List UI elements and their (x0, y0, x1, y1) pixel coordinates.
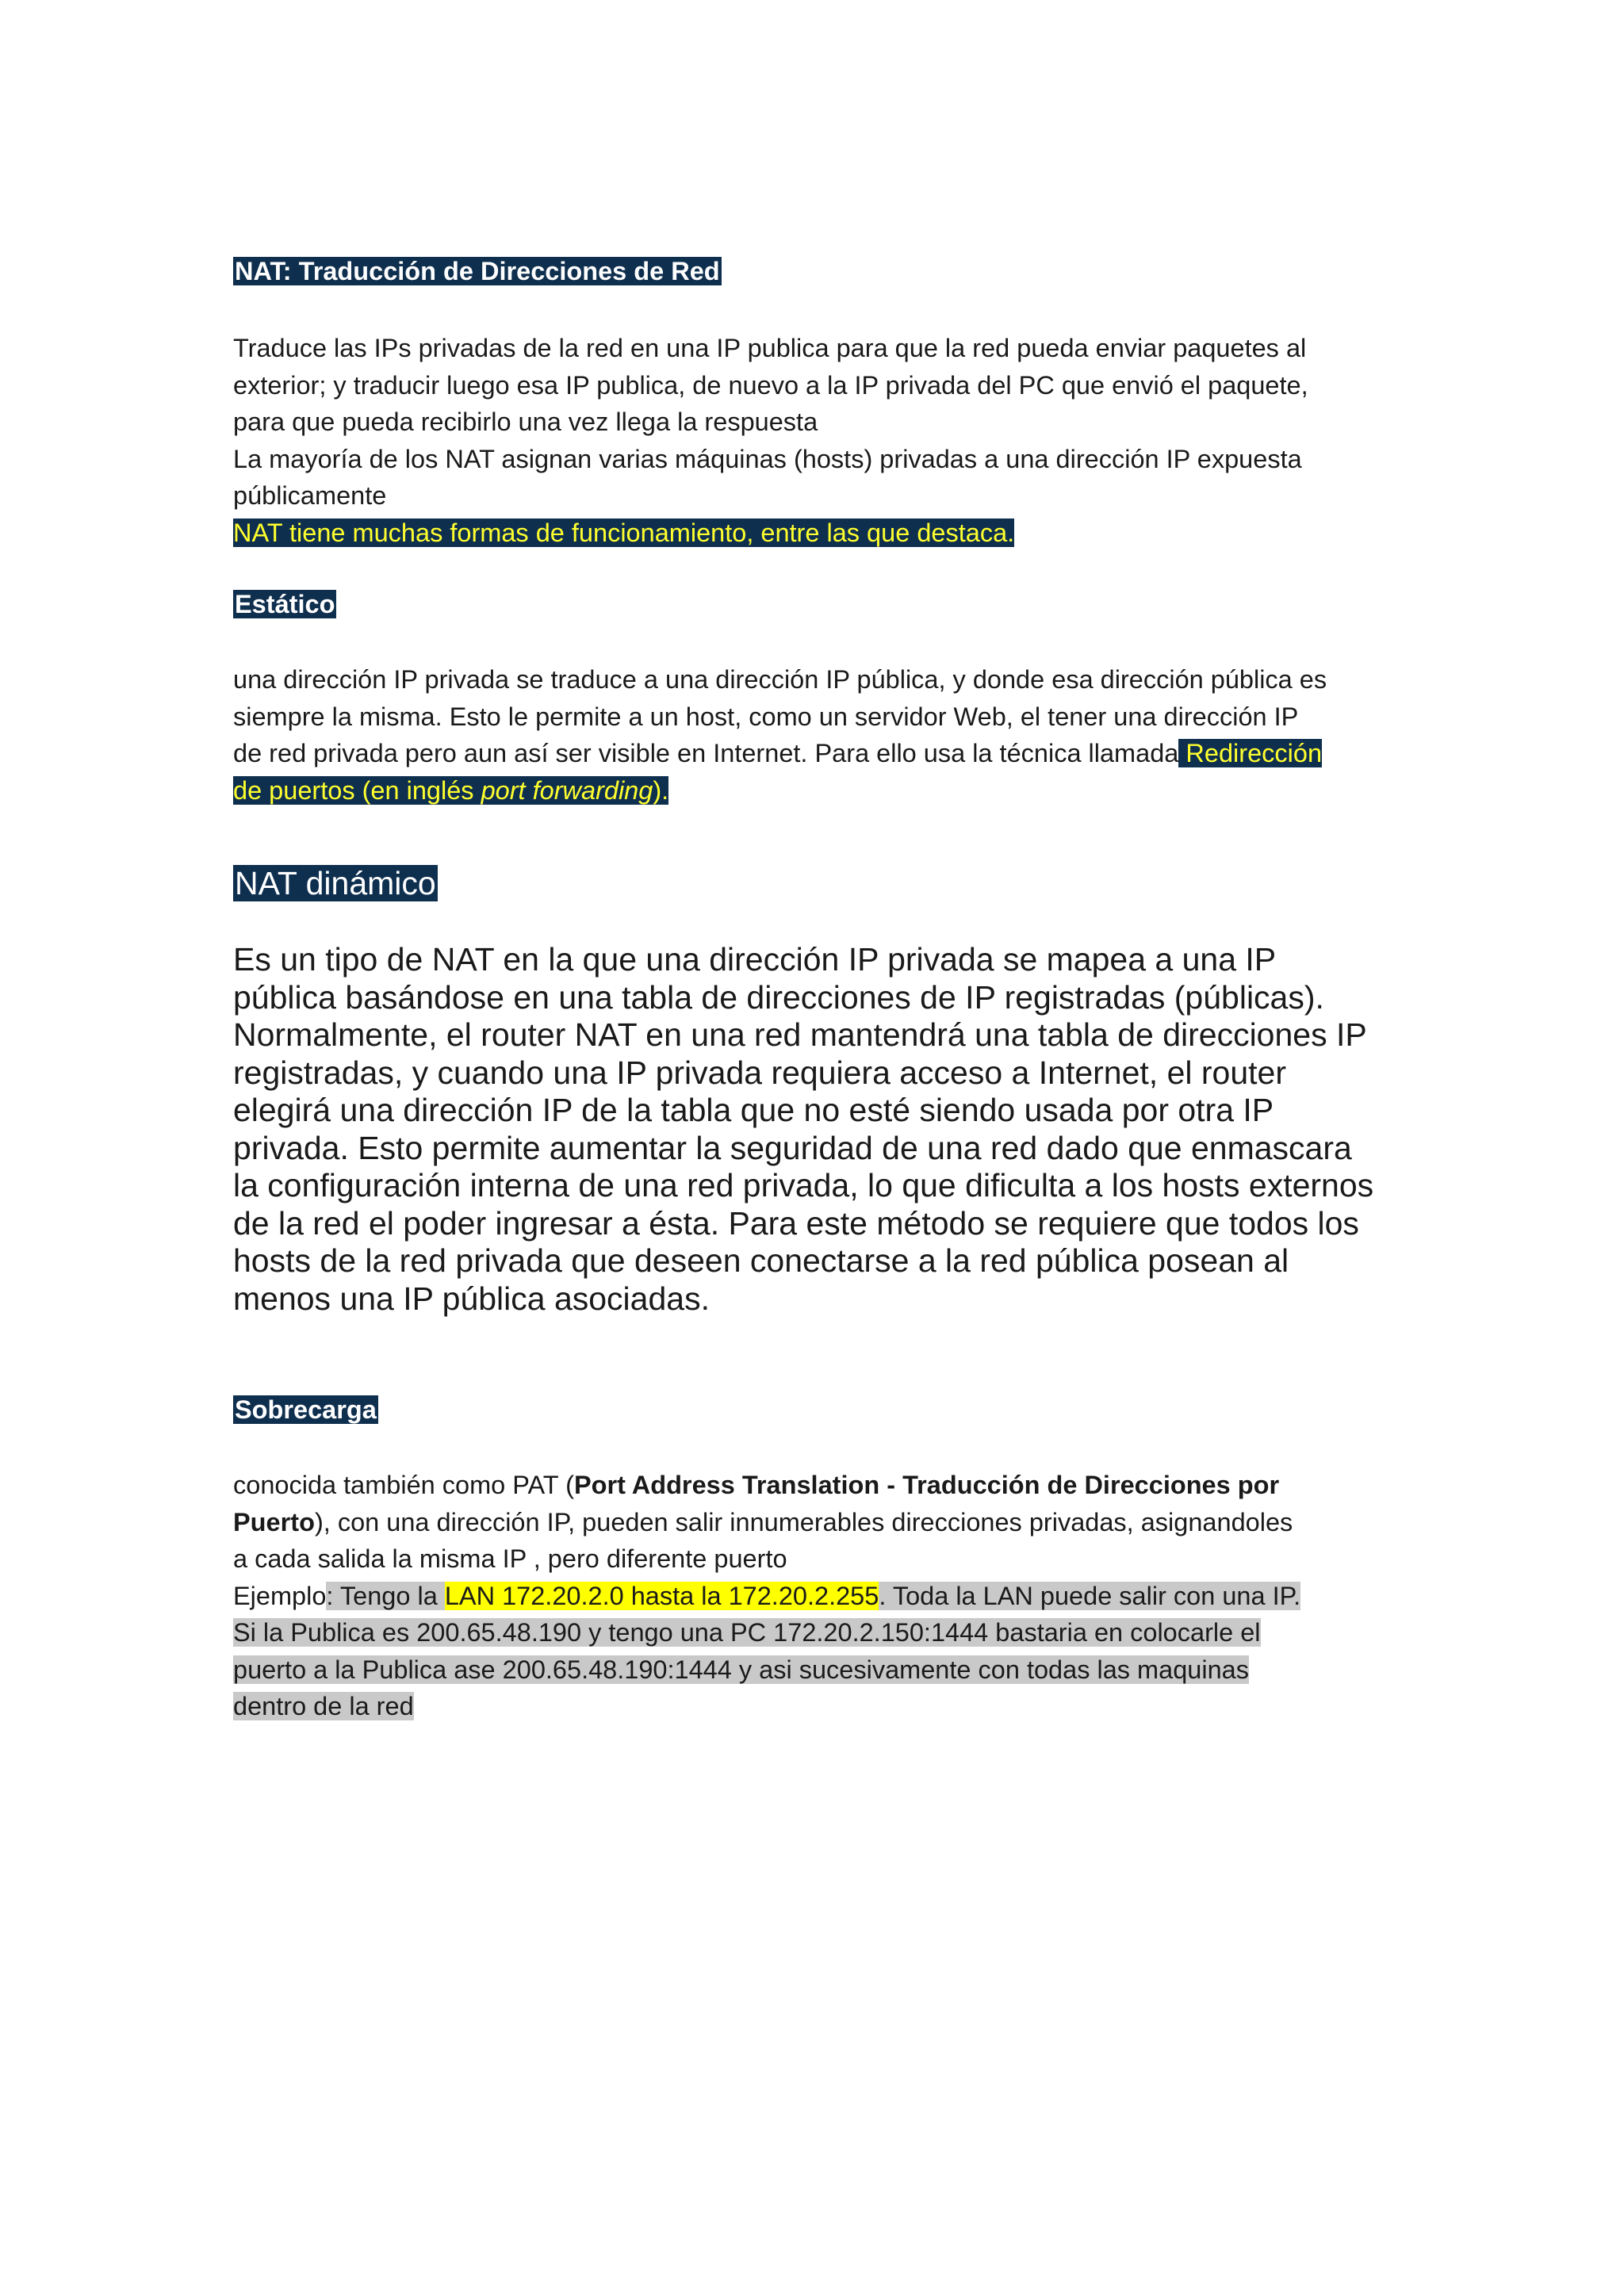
dinamico-line: Normalmente, el router NAT en una red mantendrá una tabla de direcciones IP (233, 1016, 1367, 1053)
port-forwarding-text: de puertos (en inglés (233, 775, 481, 805)
dinamico-line: menos una IP pública asociadas. (233, 1280, 710, 1317)
sobrecarga-heading-block (233, 1394, 1399, 1425)
example-line (233, 1578, 1399, 1615)
estatico-line (233, 735, 1399, 772)
example-gray-highlight: Si la Publica es 200.65.48.190 y tengo una PC 172.20.2.150:1444 bastaria en colocarle el (233, 1618, 1261, 1647)
pat-definition: Puerto (233, 1507, 315, 1536)
example-gray-highlight: puerto a la Publica ase 200.65.48.190:1444 y asi sucesivamente con todas las maquinas (233, 1655, 1249, 1684)
sobrecarga-paragraph (233, 1467, 1399, 1725)
sobrecarga-line (233, 1504, 1399, 1541)
estatico-line: una dirección IP privada se traduce a una dirección IP pública, y donde esa dirección pública es (233, 665, 1327, 694)
example-gray-highlight: dentro de la red (233, 1692, 414, 1720)
port-forwarding-end: ). (653, 775, 669, 805)
intro-line: públicamente (233, 481, 387, 510)
lan-range-highlight: LAN 172.20.2.0 hasta la 172.20.2.255 (444, 1581, 879, 1610)
estatico-heading: Estático (235, 590, 335, 618)
estatico-line-text: de red privada pero aun así ser visible en Internet. Para ello usa la técnica llamada (233, 739, 1179, 767)
intro-line: exterior; y traducir luego esa IP publica, de nuevo a la IP privada del PC que envió el paquete, (233, 370, 1308, 400)
intro-highlight-text: NAT tiene muchas formas de funcionamiento, entre las que destaca. (233, 518, 1015, 547)
dinamico-line: elegirá una dirección IP de la tabla que no esté siendo usada por otra IP (233, 1092, 1274, 1128)
dinamico-line: de la red el poder ingresar a ésta. Para este método se requiere que todos los (233, 1204, 1359, 1242)
dinamico-line: Es un tipo de NAT en la que una dirección IP privada se mapea a una IP (233, 941, 1277, 978)
port-forwarding-highlight (233, 776, 668, 805)
estatico-line: siempre la misma. Esto le permite a un host, como un servidor Web, el tener una dirección IP (233, 702, 1299, 731)
pat-definition: Port Address Translation - Traducción de Direcciones por (573, 1471, 1280, 1499)
sobrecarga-text: ), con una dirección IP, pueden salir innumerables direcciones privadas, asignandoles (314, 1507, 1293, 1536)
sobrecarga-line: a cada salida la misma IP , pero diferente puerto (233, 1544, 787, 1573)
estatico-paragraph (233, 661, 1399, 809)
document-title: NAT: Traducción de Direcciones de Red (235, 257, 720, 285)
port-forwarding-highlight: Redirección (1178, 739, 1323, 767)
estatico-heading-block (233, 588, 1399, 620)
dinamico-line: la configuración interna de una red privada, lo que dificulta a los hosts externos (233, 1167, 1374, 1203)
port-forwarding-english: port forwarding (481, 775, 653, 805)
example-line (233, 1614, 1399, 1651)
dinamico-line: hosts de la red privada que deseen conectarse a la red pública posean al (233, 1242, 1289, 1279)
example-line (233, 1651, 1399, 1689)
dinamico-line: registradas, y cuando una IP privada requiera acceso a Internet, el router (233, 1054, 1286, 1091)
dinamico-line: privada. Esto permite aumentar la seguridad de una red dado que enmascara (233, 1129, 1352, 1166)
example-gray-highlight: . Toda la LAN puede salir con una IP. (879, 1581, 1301, 1610)
document-title-block (233, 255, 1399, 287)
sobrecarga-text: conocida también como PAT ( (233, 1471, 574, 1499)
dinamico-heading: NAT dinámico (235, 865, 436, 901)
dinamico-heading-block (233, 864, 1399, 902)
estatico-line (233, 772, 1399, 809)
example-gray-highlight: : Tengo la (326, 1581, 445, 1610)
sobrecarga-line (233, 1467, 1399, 1504)
example-line (233, 1688, 1399, 1725)
example-label: Ejemplo (233, 1581, 327, 1610)
dinamico-paragraph (233, 941, 1399, 1318)
intro-line: La mayoría de los NAT asignan varias máquinas (hosts) privadas a una dirección IP expuesta (233, 444, 1302, 473)
intro-paragraph (233, 330, 1399, 551)
intro-line: Traduce las IPs privadas de la red en una IP publica para que la red pueda enviar paquetes al (233, 334, 1307, 362)
sobrecarga-heading: Sobrecarga (235, 1395, 377, 1424)
intro-line: para que pueda recibirlo una vez llega la respuesta (233, 408, 818, 436)
intro-highlight-line (233, 515, 1399, 552)
dinamico-line: pública basándose en una tabla de direcciones de IP registradas (públicas). (233, 978, 1324, 1016)
